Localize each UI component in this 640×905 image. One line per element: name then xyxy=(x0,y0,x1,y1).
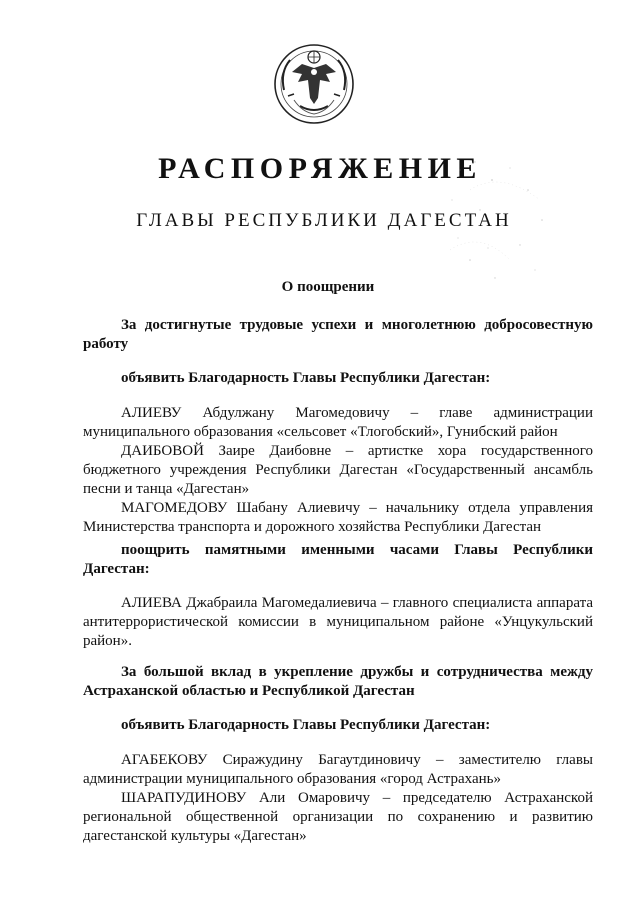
section3-preamble-block xyxy=(83,663,593,701)
section3-preamble: За большой вклад в укрепление дружбы и сотрудничества между Астраханской областью и Республикой Дагестан xyxy=(83,664,593,699)
section3-decree: объявить Благодарность Главы Республики Дагестан: xyxy=(121,717,491,733)
section2-persons xyxy=(83,594,593,651)
document-topic: О поощрении xyxy=(281,279,375,295)
section1-preamble: За достигнутые трудовые успехи и многолетнюю добросовестную работу xyxy=(83,317,593,352)
list-item: АГАБЕКОВУ Сиражудину Багаутдиновичу – заместителю главы администрации муниципального образования «город Астрахань» xyxy=(83,752,593,787)
document-title: РАСПОРЯЖЕНИЕ xyxy=(158,152,482,185)
list-item: ДАИБОВОЙ Заире Даибовне – артистке хора государственного бюджетного учреждения Республики Дагестан «Государственный ансамбль песни и танца «Дагестан» xyxy=(83,443,593,497)
section1-decree-block xyxy=(83,369,593,388)
section2-decree-block xyxy=(83,541,593,579)
list-item: МАГОМЕДОВУ Шабану Алиевичу – начальнику отдела управления Министерства транспорта и дорожного хозяйства Республики Дагестан xyxy=(83,500,593,535)
list-item: АЛИЕВУ Абдулжану Магомедовичу – главе администрации муниципального образования «сельсовет «Тлогобский», Гунибский район xyxy=(83,405,593,440)
section1-decree: объявить Благодарность Главы Республики Дагестан: xyxy=(121,370,491,386)
section1-preamble-block xyxy=(83,316,593,354)
document-subtitle: ГЛАВЫ РЕСПУБЛИКИ ДАГЕСТАН xyxy=(136,210,512,231)
section3-persons xyxy=(83,751,593,846)
coat-of-arms-icon xyxy=(272,42,356,126)
stamp-mark-icon xyxy=(440,150,560,290)
list-item: АЛИЕВА Джабраила Магомедалиевича – главного специалиста аппарата антитеррористической комиссии в муниципальном районе «Унцукульский район». xyxy=(83,595,593,649)
section1-persons xyxy=(83,404,593,537)
list-item: ШАРАПУДИНОВУ Али Омаровичу – председателю Астраханской региональной общественной организации по сохранению и развитию дагестанской культуры «Дагестан» xyxy=(83,790,593,844)
section2-decree: поощрить памятными именными часами Главы Республики Дагестан: xyxy=(83,542,593,577)
section3-decree-block xyxy=(83,716,593,735)
